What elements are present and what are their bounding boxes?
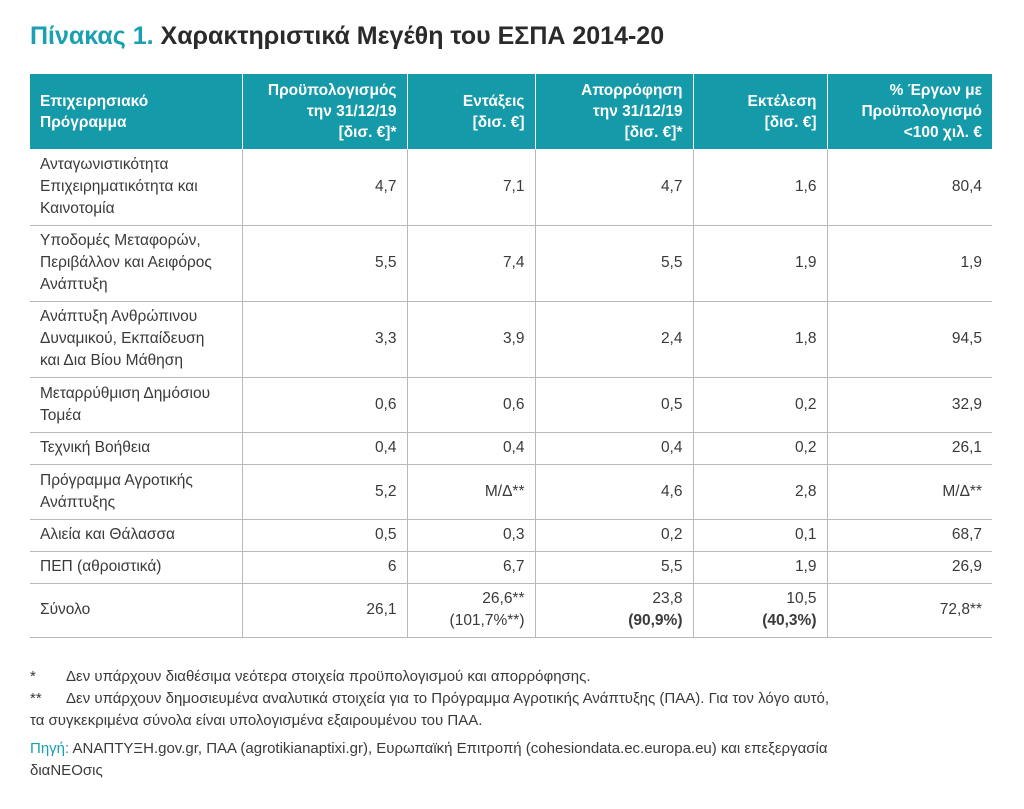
absorption-cell: 4,7 [535, 149, 693, 225]
execution-cell: 1,9 [693, 225, 827, 301]
commitments-cell: 3,9 [407, 301, 535, 377]
commitments-cell: Μ/Δ** [407, 464, 535, 519]
table-number: Πίνακας 1. [30, 22, 154, 50]
table-row [30, 464, 992, 519]
budget-cell: 0,6 [242, 377, 407, 432]
execution-cell: 1,8 [693, 301, 827, 377]
program-cell: Ανάπτυξη Ανθρώπινου Δυναμικού, Εκπαίδευση και Δια Βίου Μάθηση [30, 301, 242, 377]
program-cell: Πρόγραμμα Αγροτικής Ανάπτυξης [30, 464, 242, 519]
pct-small-cell: 80,4 [827, 149, 992, 225]
table-row [30, 225, 992, 301]
budget-cell: 0,5 [242, 519, 407, 551]
commitments-cell: 6,7 [407, 551, 535, 583]
pct-small-cell: 68,7 [827, 519, 992, 551]
program-cell: Ανταγωνιστικότητα Επιχειρηματικότητα και Καινοτομία [30, 149, 242, 225]
program-cell: Τεχνική Βοήθεια [30, 432, 242, 464]
absorption-cell: 5,5 [535, 551, 693, 583]
budget-cell: 0,4 [242, 432, 407, 464]
commitments-cell: 0,4 [407, 432, 535, 464]
execution-cell: 1,6 [693, 149, 827, 225]
source-line: Πηγή: ΑΝΑΠΤΥΞΗ.gov.gr, ΠΑΑ (agrotikianaptixi.gr), Ευρωπαϊκή Επιτροπή (cohesiondata.ec.europa.eu) και επεξεργασία διαΝΕΟσις [30, 740, 828, 779]
absorption-cell: 4,6 [535, 464, 693, 519]
col-header-absorption: Απορρόφηση την 31/12/19 [δισ. €]* [535, 74, 693, 149]
budget-cell: 4,7 [242, 149, 407, 225]
col-header-pct-small: % Έργων με Προϋπολογισμό <100 χιλ. € [827, 74, 992, 149]
table-row [30, 519, 992, 551]
program-cell: Υποδομές Μεταφορών, Περιβάλλον και Αειφόρος Ανάπτυξη [30, 225, 242, 301]
total-execution: 10,5 (40,3%) [693, 583, 827, 637]
footnotes [30, 666, 990, 782]
footnote: ** Δεν υπάρχουν δημοσιευμένα αναλυτικά στοιχεία για το Πρόγραμμα Αγροτικής Ανάπτυξης (ΠΑΑ). Για τον λόγο αυτό, [30, 690, 830, 707]
table-title: Χαρακτηριστικά Μεγέθη του ΕΣΠΑ 2014-20 [160, 22, 665, 50]
col-header-execution: Εκτέλεση [δισ. €] [693, 74, 827, 149]
espa-table [30, 74, 992, 638]
budget-cell: 3,3 [242, 301, 407, 377]
absorption-cell: 0,2 [535, 519, 693, 551]
total-row [30, 583, 992, 637]
pct-small-cell: Μ/Δ** [827, 464, 992, 519]
pct-small-cell: 94,5 [827, 301, 992, 377]
execution-cell: 0,1 [693, 519, 827, 551]
program-cell: ΠΕΠ (αθροιστικά) [30, 551, 242, 583]
commitments-cell: 0,3 [407, 519, 535, 551]
total-absorption: 23,8 (90,9%) [535, 583, 693, 637]
table-row [30, 301, 992, 377]
col-header-program: Επιχειρησιακό Πρόγραμμα [30, 74, 242, 149]
budget-cell: 5,5 [242, 225, 407, 301]
absorption-cell: 5,5 [535, 225, 693, 301]
commitments-cell: 0,6 [407, 377, 535, 432]
execution-cell: 2,8 [693, 464, 827, 519]
pct-small-cell: 1,9 [827, 225, 992, 301]
pct-small-cell: 26,1 [827, 432, 992, 464]
table-row [30, 149, 992, 225]
commitments-cell: 7,4 [407, 225, 535, 301]
program-cell: Αλιεία και Θάλασσα [30, 519, 242, 551]
total-budget: 26,1 [242, 583, 407, 637]
page-title [30, 22, 664, 51]
execution-cell: 1,9 [693, 551, 827, 583]
table-row [30, 551, 992, 583]
budget-cell: 6 [242, 551, 407, 583]
pct-small-cell: 32,9 [827, 377, 992, 432]
absorption-cell: 0,5 [535, 377, 693, 432]
table-row [30, 377, 992, 432]
total-pct-small: 72,8** [827, 583, 992, 637]
footnote-continuation: τα συγκεκριμένα σύνολα είναι υπολογισμένα εξαιρουμένου του ΠΑΑ. [30, 712, 483, 729]
absorption-cell: 0,4 [535, 432, 693, 464]
col-header-budget: Προϋπολογισμός την 31/12/19 [δισ. €]* [242, 74, 407, 149]
program-cell: Μεταρρύθμιση Δημόσιου Τομέα [30, 377, 242, 432]
commitments-cell: 7,1 [407, 149, 535, 225]
total-label: Σύνολο [30, 583, 242, 637]
col-header-commitments: Εντάξεις [δισ. €] [407, 74, 535, 149]
table-row [30, 432, 992, 464]
execution-cell: 0,2 [693, 432, 827, 464]
absorption-cell: 2,4 [535, 301, 693, 377]
pct-small-cell: 26,9 [827, 551, 992, 583]
header-row [30, 74, 992, 149]
execution-cell: 0,2 [693, 377, 827, 432]
budget-cell: 5,2 [242, 464, 407, 519]
footnote: * Δεν υπάρχουν διαθέσιμα νεότερα στοιχεία προϋπολογισμού και απορρόφησης. [30, 668, 591, 685]
total-commitments: 26,6** (101,7%**) [407, 583, 535, 637]
